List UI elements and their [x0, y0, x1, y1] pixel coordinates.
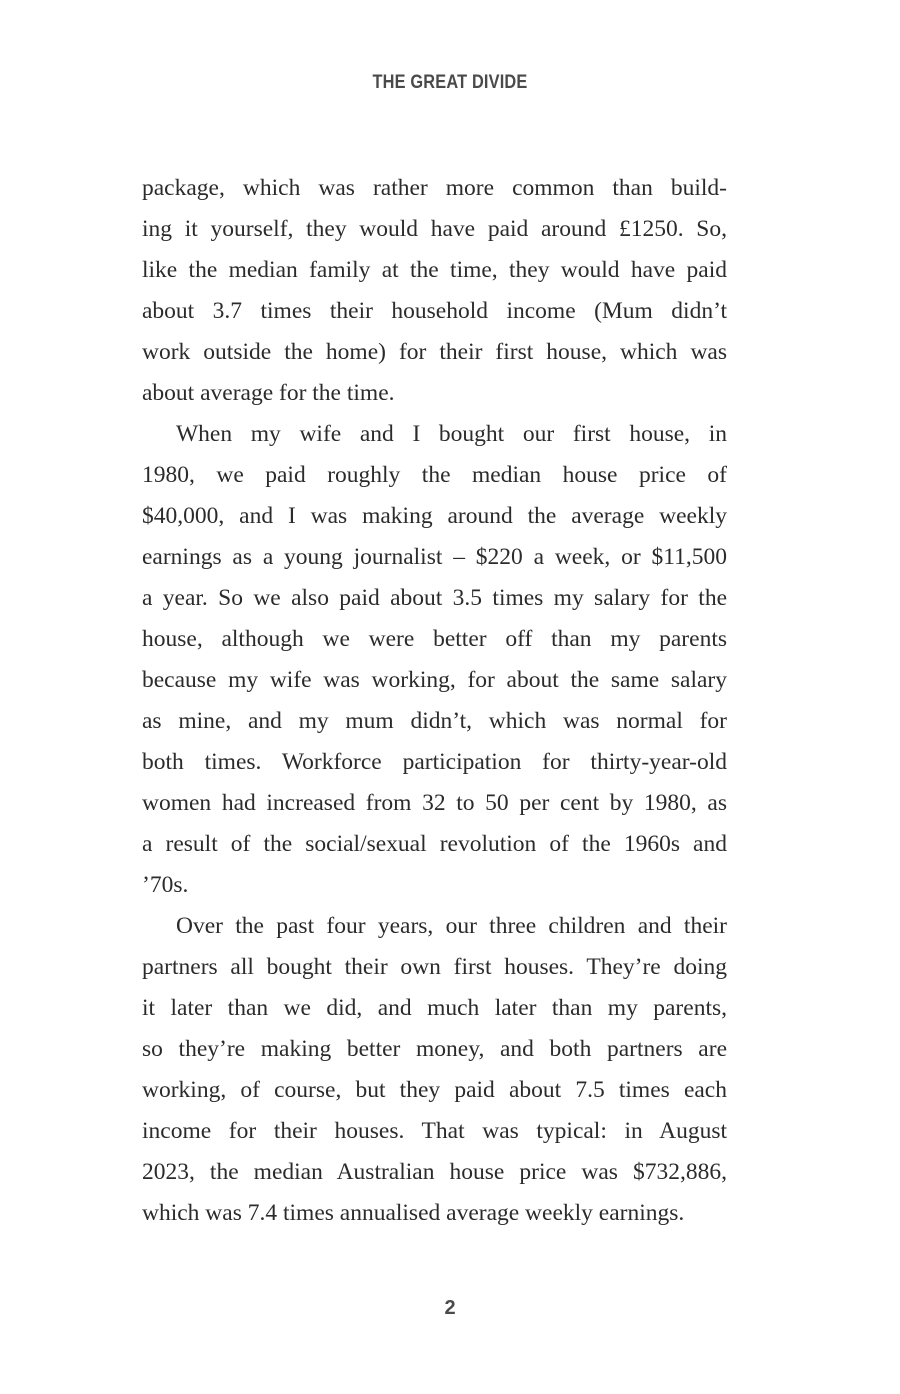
- text-line: Over the past four years, our three children and their: [176, 913, 727, 939]
- text-line: partners all bought their own first houses. They’re doing: [142, 954, 727, 980]
- text-line: package, which was rather more common than build-: [142, 175, 727, 201]
- text-line: 1980, we paid roughly the median house price of: [142, 462, 727, 488]
- text-line: ’70s.: [142, 872, 189, 898]
- text-line: because my wife was working, for about the same salary: [142, 667, 727, 693]
- paragraph-2: [142, 414, 727, 906]
- text-line: it later than we did, and much later than my parents,: [142, 995, 727, 1021]
- page-number: 2: [444, 1297, 456, 1319]
- paragraph-3: [142, 906, 727, 1234]
- text-line: $40,000, and I was making around the average weekly: [142, 503, 727, 529]
- text-line: earnings as a young journalist – $220 a week, or $11,500: [142, 544, 727, 570]
- text-line: working, of course, but they paid about 7.5 times each: [142, 1077, 727, 1103]
- text-line: house, although we were better off than my parents: [142, 626, 727, 652]
- text-line: women had increased from 32 to 50 per cent by 1980, as: [142, 790, 727, 816]
- text-line: 2023, the median Australian house price was $732,886,: [142, 1159, 727, 1185]
- paragraph-1: [142, 168, 727, 414]
- body-text: [142, 168, 727, 1234]
- text-line: which was 7.4 times annualised average weekly earnings.: [142, 1200, 685, 1226]
- text-line: a result of the social/sexual revolution of the 1960s and: [142, 831, 727, 857]
- text-line: as mine, and my mum didn’t, which was normal for: [142, 708, 727, 734]
- text-line: both times. Workforce participation for thirty-year-old: [142, 749, 727, 775]
- text-line: When my wife and I bought our first house, in: [176, 421, 727, 447]
- text-line: income for their houses. That was typical: in August: [142, 1118, 727, 1144]
- text-line: so they’re making better money, and both partners are: [142, 1036, 727, 1062]
- text-line: like the median family at the time, they would have paid: [142, 257, 727, 283]
- text-line: about average for the time.: [142, 380, 395, 406]
- text-line: a year. So we also paid about 3.5 times my salary for the: [142, 585, 727, 611]
- running-head: THE GREAT DIVIDE: [372, 72, 528, 93]
- text-line: about 3.7 times their household income (Mum didn’t: [142, 298, 727, 324]
- text-line: ing it yourself, they would have paid around £1250. So,: [142, 216, 727, 242]
- text-line: work outside the home) for their first house, which was: [142, 339, 727, 365]
